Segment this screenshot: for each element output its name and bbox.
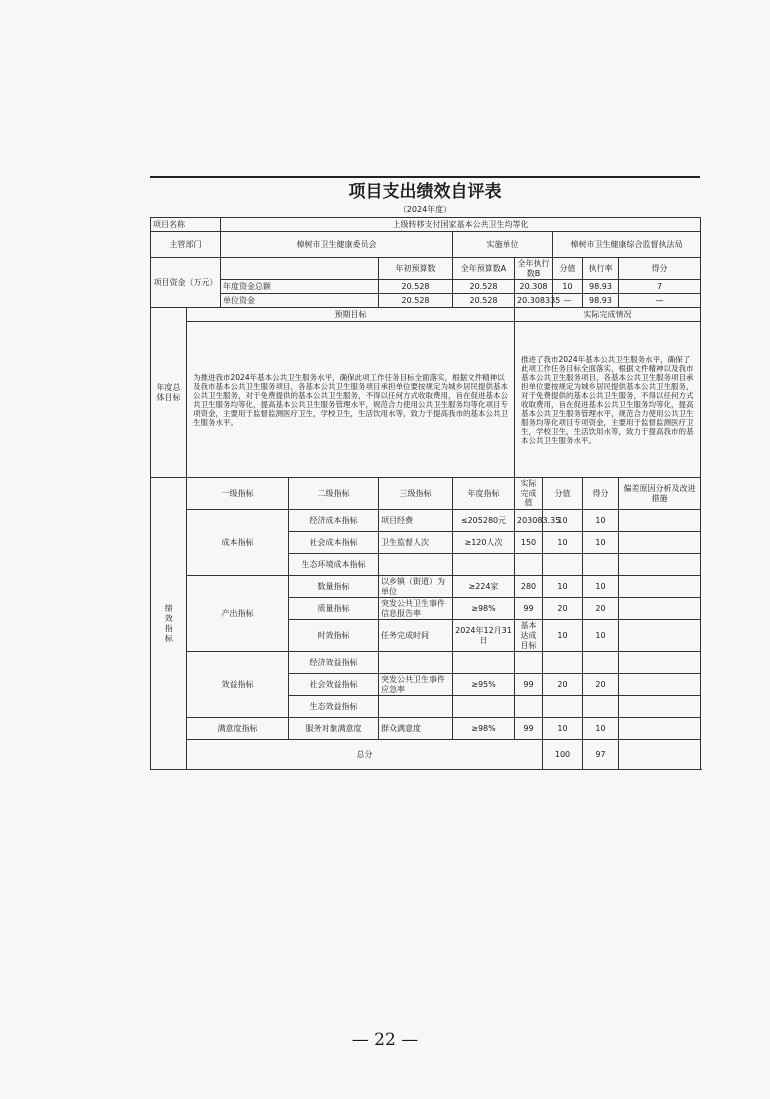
ind-header-note: 偏差原因分析及改进措施 bbox=[619, 478, 701, 510]
target-cell bbox=[453, 652, 515, 674]
funds-header-rate: 执行率 bbox=[583, 258, 619, 280]
unit-value: 樟树市卫生健康综合监督执法局 bbox=[553, 232, 701, 258]
funds-cell: 20.528 bbox=[453, 280, 515, 294]
funds-header-budget: 全年预算数A bbox=[453, 258, 515, 280]
target-cell: ≥120人次 bbox=[453, 531, 515, 553]
dept-value: 樟树市卫生健康委员会 bbox=[221, 232, 453, 258]
note-cell bbox=[619, 598, 701, 620]
actual-result-text: 推进了我市2024年基本公共卫生服务水平，确保了此项工作任务目标全面落实，根据文件精神以及我市基本公共卫生服务项目，各基本公共卫生服务项目承担单位要按规定为城乡居民提供基本公共卫生服务，对于免费提供的基本公共卫生服务，不得以任何方式收取费用，旨在促进基本公共卫生服务均等化，提高基本公共卫生服务管理水平，规范合力使用公共卫生服务均等化项目专项资金，主要用于监督监测医疗卫生，学校卫生，生活饮用水等，致力于提高我市的基本公共卫生服务水平。 bbox=[515, 322, 701, 478]
target-cell: ≥95% bbox=[453, 674, 515, 696]
actual-cell: 99 bbox=[515, 718, 543, 740]
got-cell: 10 bbox=[583, 509, 619, 531]
actual-cell: 99 bbox=[515, 674, 543, 696]
funds-header-executed: 全年执行数B bbox=[515, 258, 553, 280]
level1-cell: 效益指标 bbox=[187, 652, 289, 718]
score-cell: 20 bbox=[543, 674, 583, 696]
evaluation-table bbox=[150, 217, 701, 770]
got-cell: 10 bbox=[583, 718, 619, 740]
document-year: （2024年度） bbox=[398, 205, 452, 214]
funds-cell: 7 bbox=[619, 280, 701, 294]
level2-cell: 社会成本指标 bbox=[289, 531, 379, 553]
expected-goal-text: 为推进我市2024年基本公共卫生服务水平，确保此项工作任务目标全面落实，根据文件精神以及我市基本公共卫生服务项目，各基本公共卫生服务项目承担单位要按规定为城乡居民提供基本公共卫生服务，对于免费提供的基本公共卫生服务，不得以任何方式收取费用，旨在促进基本公共卫生服务均等化，提高基本公共卫生服务管理水平，规范合力使用公共卫生服务均等化项目专项资金，主要用于监督监测医疗卫生，学校卫生，生活饮用水等，致力于提高我市的基本公共卫生服务水平。 bbox=[187, 322, 515, 478]
funds-cell: 20.308 bbox=[515, 280, 553, 294]
score-cell: 10 bbox=[543, 531, 583, 553]
got-cell: 20 bbox=[583, 674, 619, 696]
level1-cell: 满意度指标 bbox=[187, 718, 289, 740]
funds-cell: 20.528 bbox=[379, 294, 453, 308]
funds-cell: 20.528 bbox=[453, 294, 515, 308]
level3-cell bbox=[379, 553, 453, 575]
target-cell: ≥98% bbox=[453, 718, 515, 740]
evaluation-sheet bbox=[150, 176, 700, 770]
level3-cell bbox=[379, 652, 453, 674]
funds-row-label: 年度资金总额 bbox=[221, 280, 379, 294]
level3-cell: 卫生监督人次 bbox=[379, 531, 453, 553]
ind-header-score: 分值 bbox=[543, 478, 583, 510]
note-cell bbox=[619, 531, 701, 553]
level3-cell: 以乡镇（街道）为单位 bbox=[379, 575, 453, 597]
score-cell: 10 bbox=[543, 509, 583, 531]
level2-cell: 质量指标 bbox=[289, 598, 379, 620]
project-name: 上级转移支付国家基本公共卫生均等化 bbox=[221, 218, 701, 232]
score-cell: 10 bbox=[543, 718, 583, 740]
table-row bbox=[151, 575, 701, 597]
level3-cell bbox=[379, 696, 453, 718]
funds-header-score: 分值 bbox=[553, 258, 583, 280]
level3-cell: 突发公共卫生事件信息报告率 bbox=[379, 598, 453, 620]
level2-cell: 时效指标 bbox=[289, 620, 379, 652]
funds-cell: 20.528 bbox=[379, 280, 453, 294]
funds-cell: 98.93 bbox=[583, 280, 619, 294]
got-cell: 20 bbox=[583, 598, 619, 620]
got-cell bbox=[583, 652, 619, 674]
dept-label: 主管部门 bbox=[151, 232, 221, 258]
note-cell bbox=[619, 652, 701, 674]
level3-cell: 群众满意度 bbox=[379, 718, 453, 740]
score-cell: 10 bbox=[543, 620, 583, 652]
project-name-label: 项目名称 bbox=[151, 218, 221, 232]
level2-cell: 经济成本指标 bbox=[289, 509, 379, 531]
actual-cell: 280 bbox=[515, 575, 543, 597]
goals-label: 年度总体目标 bbox=[151, 308, 187, 478]
ind-header-l2: 二级指标 bbox=[289, 478, 379, 510]
note-cell bbox=[619, 575, 701, 597]
level2-cell: 经济效益指标 bbox=[289, 652, 379, 674]
total-score: 100 bbox=[543, 740, 583, 770]
actual-cell bbox=[515, 696, 543, 718]
note-cell bbox=[619, 674, 701, 696]
ind-header-target: 年度指标 bbox=[453, 478, 515, 510]
actual-cell: 150 bbox=[515, 531, 543, 553]
level2-cell: 服务对象满意度 bbox=[289, 718, 379, 740]
got-cell bbox=[583, 553, 619, 575]
actual-cell: 203083.35 bbox=[515, 509, 543, 531]
level2-cell: 社会效益指标 bbox=[289, 674, 379, 696]
actual-result-label: 实际完成情况 bbox=[515, 308, 701, 322]
target-cell: ≤205280元 bbox=[453, 509, 515, 531]
funds-cell: 98.93 bbox=[583, 294, 619, 308]
level3-cell: 突发公共卫生事件应急率 bbox=[379, 674, 453, 696]
note-cell bbox=[619, 718, 701, 740]
got-cell: 10 bbox=[583, 575, 619, 597]
actual-cell: 基本达成目标 bbox=[515, 620, 543, 652]
ind-header-l3: 三级指标 bbox=[379, 478, 453, 510]
funds-cell: 20.308335 bbox=[515, 294, 553, 308]
score-cell: 10 bbox=[543, 575, 583, 597]
actual-cell: 99 bbox=[515, 598, 543, 620]
funds-header-blank bbox=[221, 258, 379, 280]
got-cell bbox=[583, 696, 619, 718]
funds-label: 项目资金（万元） bbox=[151, 258, 221, 308]
page-number: — 22 — bbox=[351, 1030, 419, 1050]
note-cell bbox=[619, 509, 701, 531]
score-cell: 20 bbox=[543, 598, 583, 620]
ind-header-got: 得分 bbox=[583, 478, 619, 510]
score-cell bbox=[543, 652, 583, 674]
got-cell: 10 bbox=[583, 620, 619, 652]
funds-row bbox=[151, 280, 701, 294]
funds-cell: — bbox=[619, 294, 701, 308]
level3-cell: 任务完成时间 bbox=[379, 620, 453, 652]
funds-header-initial: 年初预算数 bbox=[379, 258, 453, 280]
total-note bbox=[619, 740, 701, 770]
total-row bbox=[151, 740, 701, 770]
target-cell: 2024年12月31日 bbox=[453, 620, 515, 652]
score-cell bbox=[543, 553, 583, 575]
table-row bbox=[151, 652, 701, 674]
level1-cell: 产出指标 bbox=[187, 575, 289, 651]
note-cell bbox=[619, 553, 701, 575]
table-row bbox=[151, 509, 701, 531]
funds-row-label: 单位资金 bbox=[221, 294, 379, 308]
total-got: 97 bbox=[583, 740, 619, 770]
note-cell bbox=[619, 620, 701, 652]
funds-row bbox=[151, 294, 701, 308]
note-cell bbox=[619, 696, 701, 718]
level3-cell: 项目经费 bbox=[379, 509, 453, 531]
actual-cell bbox=[515, 652, 543, 674]
target-cell bbox=[453, 696, 515, 718]
funds-cell: 10 bbox=[553, 280, 583, 294]
target-cell: ≥224家 bbox=[453, 575, 515, 597]
expected-goal-label: 预期目标 bbox=[187, 308, 515, 322]
ind-header-actual: 实际完成值 bbox=[515, 478, 543, 510]
level1-cell: 成本指标 bbox=[187, 509, 289, 575]
target-cell bbox=[453, 553, 515, 575]
level2-cell: 生态效益指标 bbox=[289, 696, 379, 718]
ind-header-l1: 一级指标 bbox=[187, 478, 289, 510]
indicators-label: 绩效指标 bbox=[151, 478, 187, 770]
funds-header-got: 得分 bbox=[619, 258, 701, 280]
actual-cell bbox=[515, 553, 543, 575]
target-cell: ≥98% bbox=[453, 598, 515, 620]
table-row bbox=[151, 718, 701, 740]
funds-cell: — bbox=[553, 294, 583, 308]
total-label: 总分 bbox=[187, 740, 543, 770]
unit-label: 实施单位 bbox=[453, 232, 553, 258]
level2-cell: 数量指标 bbox=[289, 575, 379, 597]
score-cell bbox=[543, 696, 583, 718]
got-cell: 10 bbox=[583, 531, 619, 553]
level2-cell: 生态环境成本指标 bbox=[289, 553, 379, 575]
document-title: 项目支出绩效自评表 bbox=[150, 176, 700, 203]
